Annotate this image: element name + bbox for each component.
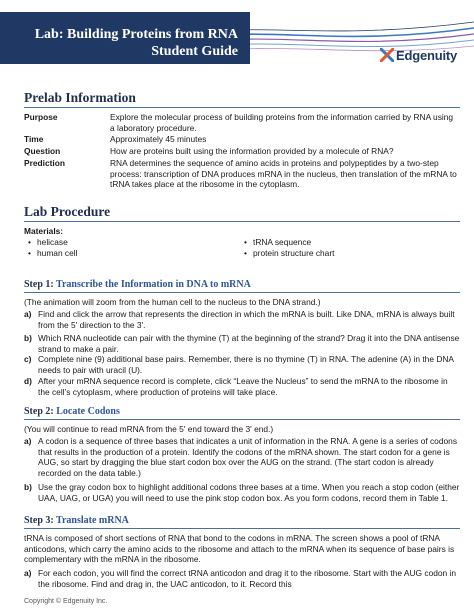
bullet-icon: • xyxy=(28,248,31,258)
step2-divider xyxy=(24,419,460,420)
step3-intro: tRNA is composed of short sections of RNA that bond to the codons in mRNA. The screen shows a pool of tRNA anticodons, which carry the amino acids to the ribosome and attach to the mRNA when its sequence of base pairs is complementary with the mRNA in the ribosome. xyxy=(24,533,455,565)
material-item: • tRNA sequence xyxy=(244,237,312,247)
procedure-heading: Lab Procedure xyxy=(24,204,111,219)
prelab-divider xyxy=(24,107,460,108)
step3-divider xyxy=(24,528,460,529)
logo-wordmark: Edgenuity xyxy=(396,47,458,63)
step1-heading: Step 1: Transcribe the Information in DNA to mRNA xyxy=(24,279,251,290)
row-value: RNA determines the sequence of amino acids in proteins and polypeptides by a two-step process: transcription of DNA produces mRNA in the nucleus, then translation of the mRNA to tRNA takes place at the ribosome in the cytoplasm. xyxy=(110,158,457,190)
row-label: Time xyxy=(24,134,44,144)
item-letter: c) xyxy=(24,354,32,364)
item-text: Find and click the arrow that represents the direction in which the mRNA is built. Like DNA, mRNA is always built from the 5' direction to the 3'. xyxy=(38,309,455,330)
document-subtitle: Student Guide xyxy=(151,44,238,59)
edgenuity-logo xyxy=(380,46,457,64)
document-title: Lab: Building Proteins from RNA xyxy=(34,27,238,42)
step3-title: Translate mRNA xyxy=(56,515,129,526)
step1-intro: (The animation will zoom from the human cell to the nucleus to the DNA strand.) xyxy=(24,297,321,307)
step1-divider xyxy=(24,292,460,293)
prelab-heading: Prelab Information xyxy=(24,90,136,105)
item-text: Complete nine (9) additional base pairs. Remember, there is no thymine (T) in RNA. The adenine (A) in the DNA needs to pair with uracil (U). xyxy=(38,354,454,375)
bullet-icon: • xyxy=(244,248,247,258)
row-value: Approximately 45 minutes xyxy=(110,134,207,144)
row-value: Explore the molecular process of building proteins from the information carried by RNA using a laboratory procedure. xyxy=(110,112,454,133)
item-text: For each codon, you will find the correct tRNA anticodon and drag it to the ribosome. Start with the AUG codon in the ribosome. Find and drag in, the UAC anticodon, to it. Record this xyxy=(38,568,457,589)
material-item: • protein structure chart xyxy=(244,248,335,258)
procedure-divider xyxy=(24,221,460,222)
material-item: • human cell xyxy=(28,248,78,258)
item-text: Use the gray codon box to highlight additional codons three bases at a time. When you reach a stop codon (either UAA, UAG, or UGA) you will need to use the pink stop codon box. As you form codons, record them in Table 1. xyxy=(38,482,460,503)
step2-heading: Step 2: Locate Codons xyxy=(24,406,120,417)
item-text: After your mRNA sequence record is complete, click “Leave the Nucleus” to send the mRNA to the ribosome in the cell’s cytoplasm, where production of proteins will take place. xyxy=(38,376,448,397)
item-letter: a) xyxy=(24,309,32,319)
step2-title: Locate Codons xyxy=(56,406,120,417)
material-item: • helicase xyxy=(28,237,68,247)
row-value: How are proteins built using the information provided by a molecule of RNA? xyxy=(110,146,394,156)
item-letter: b) xyxy=(24,333,32,343)
prelab-row-purpose xyxy=(24,112,460,134)
bullet-icon: • xyxy=(244,237,247,247)
title-banner xyxy=(0,12,250,64)
materials-label: Materials: xyxy=(24,226,64,236)
copyright-footer: Copyright © Edgenuity Inc. xyxy=(24,598,108,605)
edgenuity-x-icon xyxy=(380,48,394,62)
page-header xyxy=(0,0,474,70)
row-label: Prediction xyxy=(24,158,65,168)
bullet-icon: • xyxy=(28,237,31,247)
step2-intro: (You will continue to read mRNA from the 5' end toward the 3' end.) xyxy=(24,424,274,434)
step3-heading: Step 3: Translate mRNA xyxy=(24,515,129,526)
step1-title: Transcribe the Information in DNA to mRNA xyxy=(56,279,251,290)
item-letter: a) xyxy=(24,568,32,578)
item-letter: b) xyxy=(24,482,32,492)
row-label: Question xyxy=(24,146,61,156)
item-letter: d) xyxy=(24,376,32,386)
item-text: Which RNA nucleotide can pair with the thymine (T) at the beginning of the strand? Drag it into the DNA antisense strand to make a pair. xyxy=(38,333,460,354)
item-letter: a) xyxy=(24,436,32,446)
item-text: A codon is a sequence of three bases that indicates a unit of information in the RNA. A gene is a series of codons that results in the production of a protein. Identify the codons of the mRNA shown. The start codon for a gene is AUG, so start by dragging the blue start codon box over the AUG on the strand. (The start codon is already recorded on the data table.) xyxy=(38,436,458,478)
row-label: Purpose xyxy=(24,112,58,122)
